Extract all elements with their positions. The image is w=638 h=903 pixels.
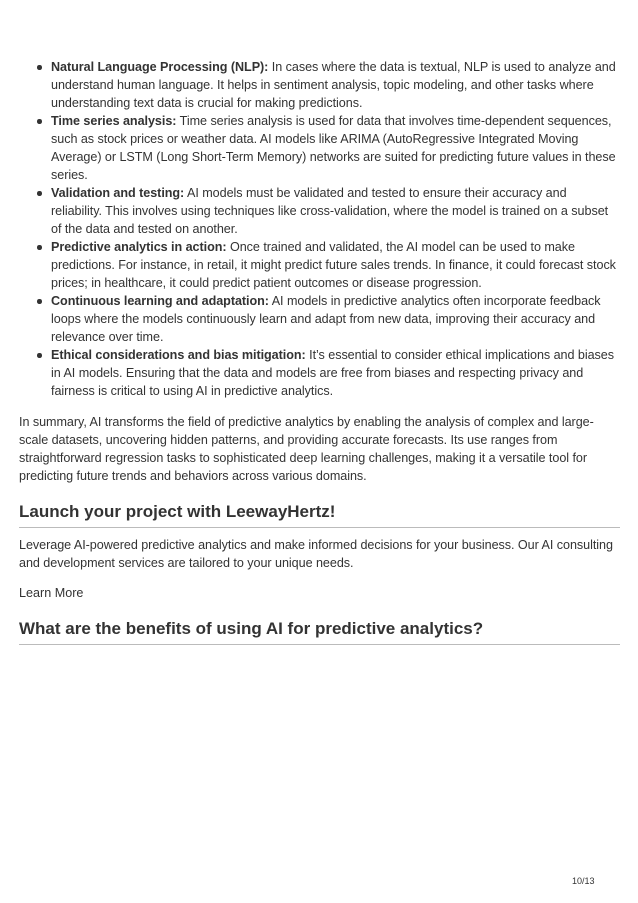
list-item-title: Predictive analytics in action: <box>51 240 227 254</box>
list-item-title: Time series analysis: <box>51 114 177 128</box>
bullet-dot-icon <box>37 65 42 70</box>
list-item <box>19 238 620 292</box>
list-item-text: It’s essential to consider ethical implications and biases in AI models. Ensuring that the data and models are free from biases and respecting privacy and fairness is critical to using AI in predictive analytics. <box>51 348 615 398</box>
bullet-list <box>19 58 620 400</box>
list-item-title: Validation and testing: <box>51 186 185 200</box>
learn-more-link[interactable]: Learn More <box>19 586 84 600</box>
list-item-text: Time series analysis is used for data that involves time-dependent sequences, such as stock prices or weather data. AI models like ARIMA (AutoRegressive Integrated Moving Average) or LSTM (Long Short-Term Memory) networks are suited for predicting future values in these series. <box>51 114 616 182</box>
list-item <box>19 112 620 184</box>
list-item-title: Ethical considerations and bias mitigation: <box>51 348 306 362</box>
bullet-dot-icon <box>37 119 42 124</box>
list-item-text: In cases where the data is textual, NLP is used to analyze and understand human language. It helps in sentiment analysis, topic modeling, and other tasks where understanding text data is crucial for making predictions. <box>51 60 616 110</box>
list-item-title: Natural Language Processing (NLP): <box>51 60 269 74</box>
list-item <box>19 58 620 112</box>
bullet-dot-icon <box>37 245 42 250</box>
list-item <box>19 184 620 238</box>
bullet-dot-icon <box>37 299 42 304</box>
summary-paragraph: In summary, AI transforms the field of predictive analytics by enabling the analysis of complex and large-scale datasets, uncovering hidden patterns, and providing accurate forecasts. Its use ranges from straightforward regression tasks to sophisticated deep learning challenges, making it a versatile tool for predicting future trends and behaviors across various domains. <box>19 415 594 483</box>
bullet-dot-icon <box>37 191 42 196</box>
list-item-text: Once trained and validated, the AI model can be used to make predictions. For instance, in retail, it might predict future sales trends. In finance, it could forecast stock prices; in healthcare, it could predict patient outcomes or disease progression. <box>51 240 616 290</box>
list-item-title: Continuous learning and adaptation: <box>51 294 269 308</box>
list-item-text: AI models in predictive analytics often incorporate feedback loops where the models continuously learn and adapt from new data, improving their accuracy and relevance over time. <box>51 294 601 344</box>
document-page <box>19 58 620 645</box>
list-item <box>19 292 620 346</box>
list-item-text: AI models must be validated and tested to ensure their accuracy and reliability. This involves using techniques like cross-validation, where the model is trained on a subset of the data and tested on another. <box>51 186 609 236</box>
bullet-dot-icon <box>37 353 42 358</box>
page-number: 10/13 <box>572 876 595 886</box>
list-item <box>19 346 620 400</box>
benefits-heading: What are the benefits of using AI for predictive analytics? <box>19 618 620 645</box>
launch-paragraph: Leverage AI-powered predictive analytics and make informed decisions for your business. Our AI consulting and development services are tailored to your unique needs. <box>19 538 613 570</box>
launch-heading: Launch your project with LeewayHertz! <box>19 501 620 528</box>
